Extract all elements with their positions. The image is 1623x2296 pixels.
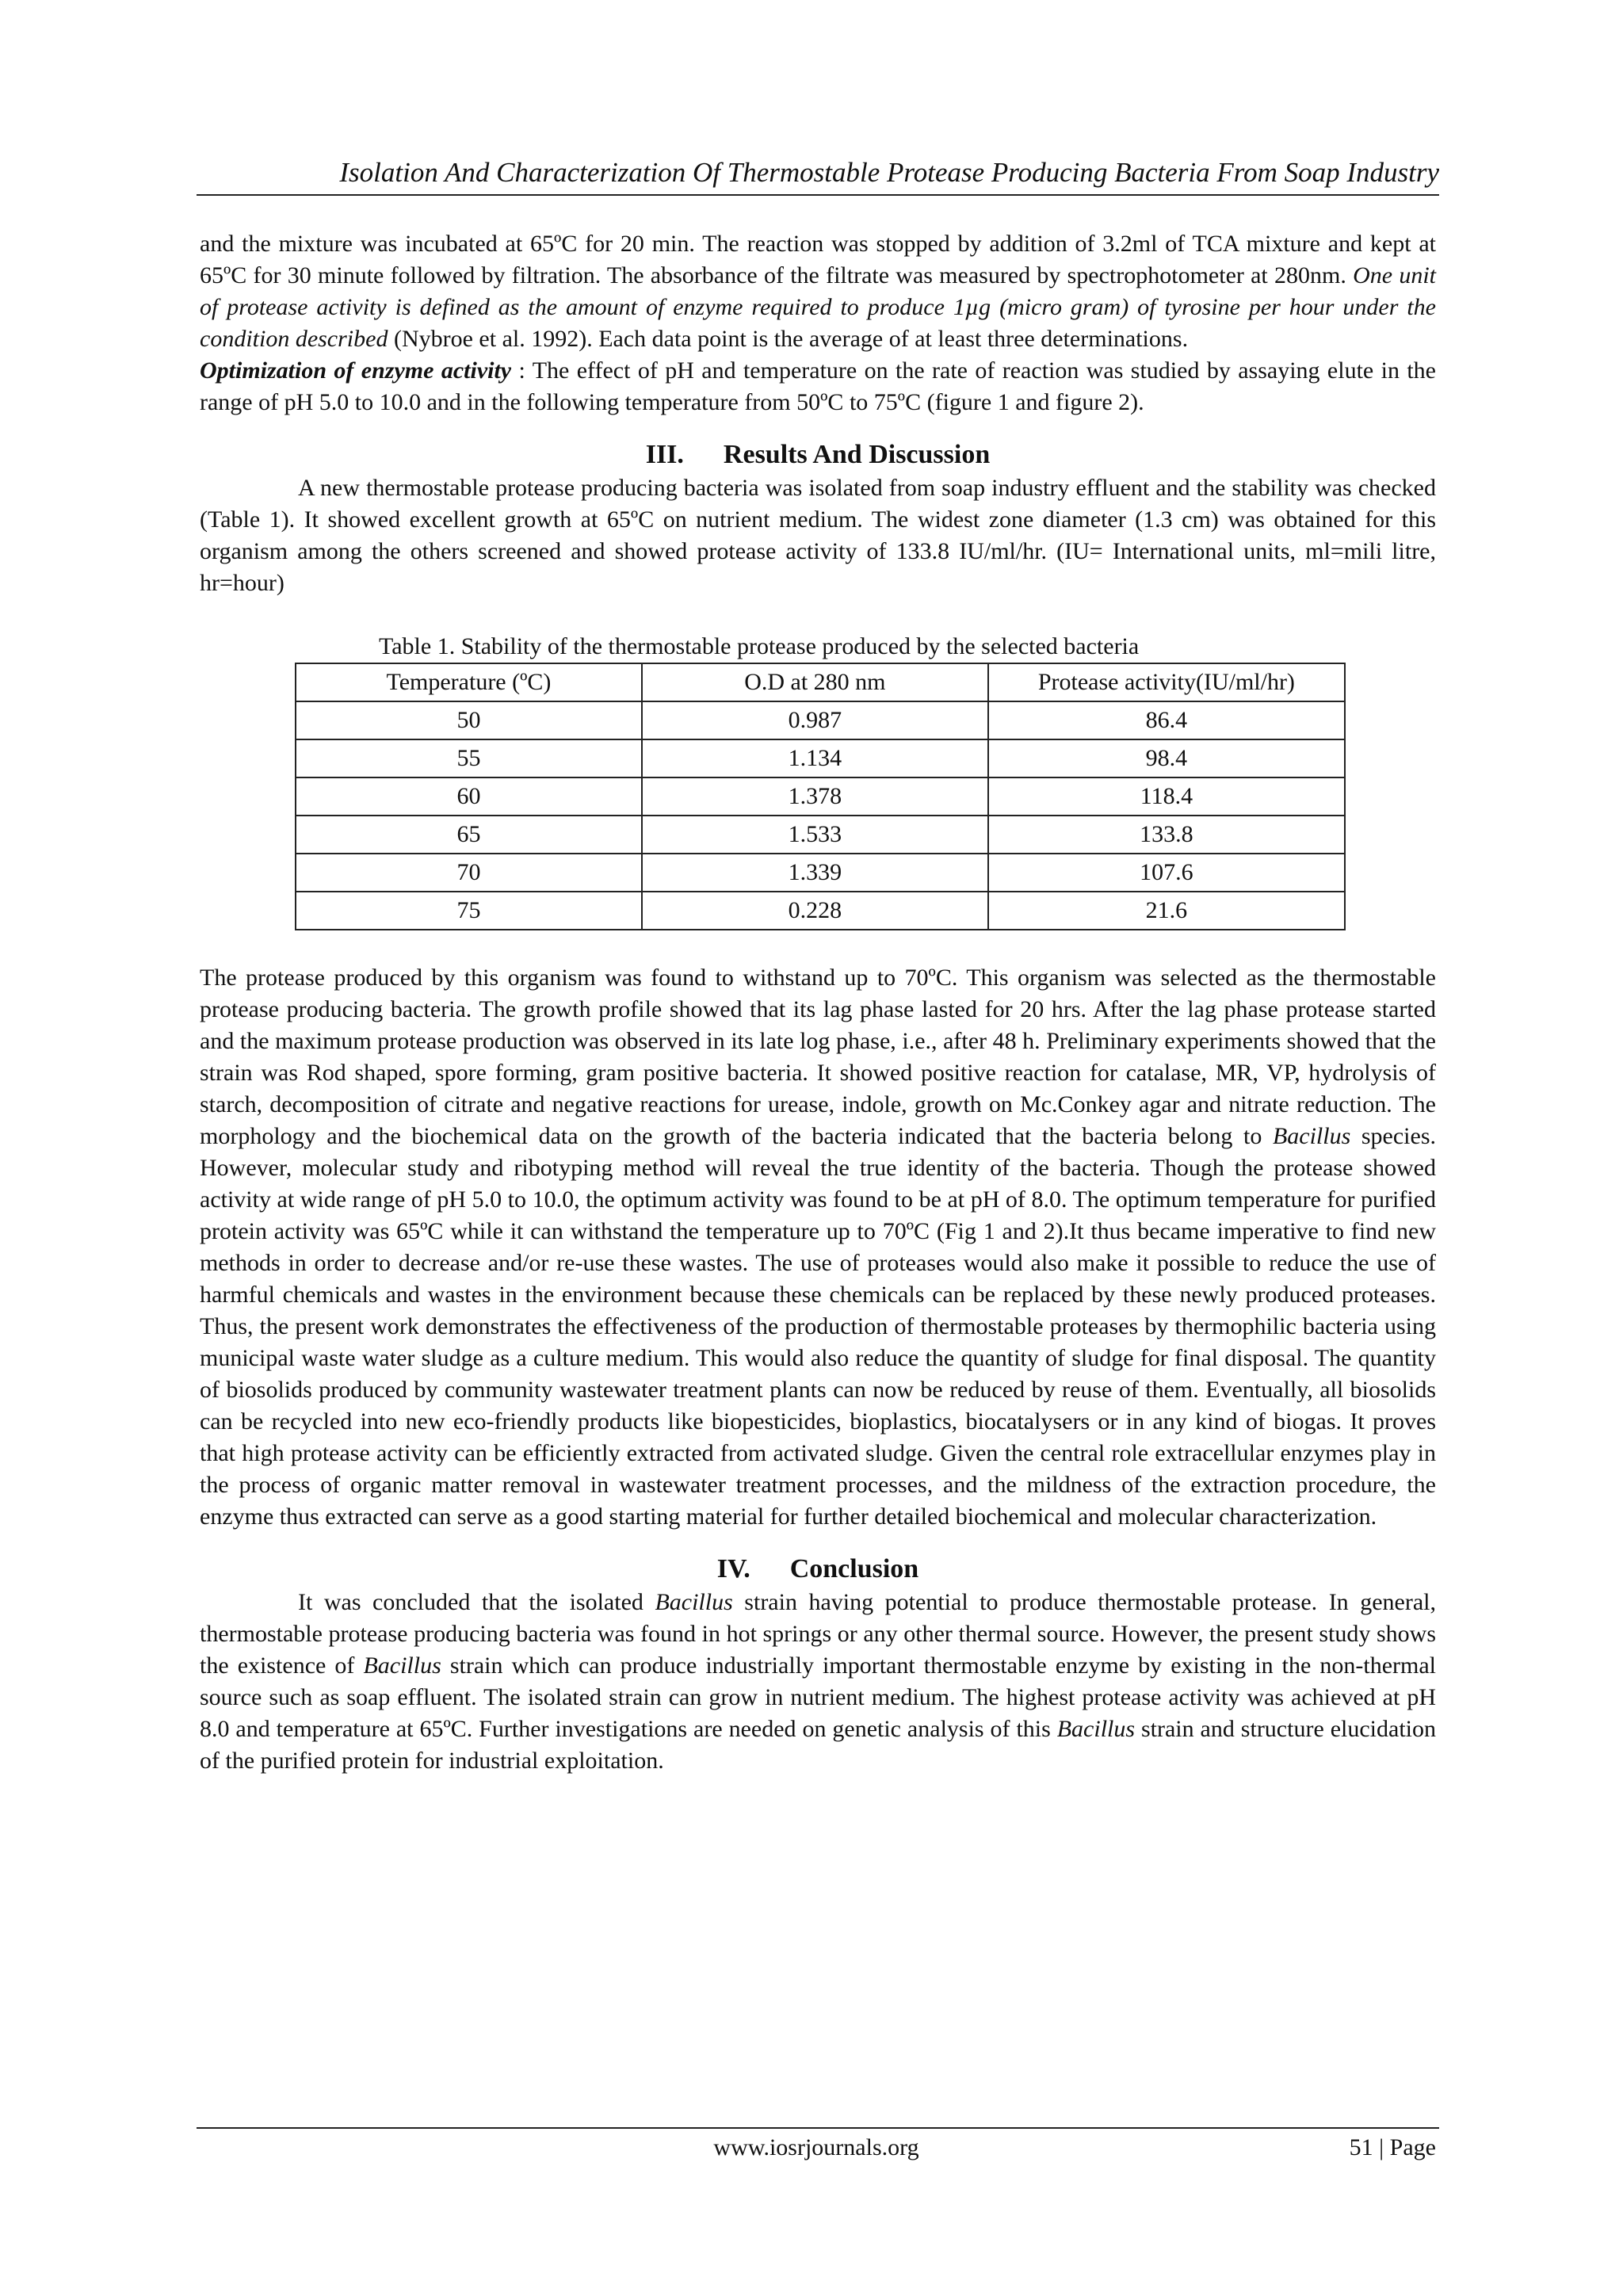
methods-paragraph (200, 228, 1436, 355)
table-cell: 75 (296, 892, 642, 930)
table-row (296, 701, 1345, 739)
table-cell: 60 (296, 777, 642, 816)
table-cell: 98.4 (988, 739, 1345, 777)
table-cell: 86.4 (988, 701, 1345, 739)
table-cell: 70 (296, 854, 642, 892)
table-row (296, 739, 1345, 777)
conclusion-paragraph (200, 1587, 1436, 1777)
table-cell: 1.134 (642, 739, 988, 777)
methods-text-end: (Nybroe et al. 1992). Each data point is the average of at least three determinations. (388, 326, 1189, 352)
results-heading (200, 437, 1436, 472)
table-header-activity: Protease activity(IU/ml/hr) (988, 663, 1345, 701)
table-cell: 118.4 (988, 777, 1345, 816)
conclusion-text: strain having potential to produce thermostable protease. In general, thermostable protease producing bacteria was found in hot springs or any other thermal source. However, the present study shows the existence of (200, 1589, 1436, 1679)
table-cell: 0.228 (642, 892, 988, 930)
table-row (296, 854, 1345, 892)
table-header-od: O.D at 280 nm (642, 663, 988, 701)
table-cell: 1.339 (642, 854, 988, 892)
genus-name: Bacillus (363, 1652, 441, 1679)
results-title: Results And Discussion (723, 440, 991, 469)
running-header: Isolation And Characterization Of Thermostable Protease Producing Bacteria From Soap Industry (339, 157, 1439, 188)
table-cell: 133.8 (988, 816, 1345, 854)
conclusion-heading (200, 1552, 1436, 1587)
table-cell: 1.378 (642, 777, 988, 816)
discussion-text-b: species. However, molecular study and ribotyping method will reveal the true identity of the bacteria. Though the protease showed activity at wide range of pH 5.0 to 10.0, the optimum activity was found to be at pH of 8.0. The optimum temperature for purified protein activity was 65ºC while it can withstand the temperature up to 70ºC (Fig 1 and 2).It thus became imperative to find new methods in order to decrease and/or re-use these wastes. The use of proteases would also make it possible to reduce the use of harmful chemicals and wastes in the environment because these chemicals can be replaced by these newly produced proteases. Thus, the present work demonstrates the effectiveness of the production of thermostable proteases by thermophilic bacteria using municipal waste water sludge as a culture medium. This would also reduce the quantity of sludge for final disposal. The quantity of biosolids produced by community wastewater treatment plants can now be reduced by reuse of them. Eventually, all biosolids can be recycled into new eco-friendly products like biopesticides, bioplastics, biocatalysers or in any kind of biogas. It proves that high protease activity can be efficiently extracted from activated sludge. Given the central role extracellular enzymes play in the process of organic matter removal in wastewater treatment processes, and the mildness of the extraction procedure, the enzyme thus extracted can serve as a good starting material for further detailed biochemical and molecular characterization. (200, 1123, 1437, 1530)
discussion-text-a: The protease produced by this organism was found to withstand up to 70ºC. This organism was selected as the thermostable protease producing bacteria. The growth profile showed that its lag phase lasted for 20 hrs. After the lag phase protease started and the maximum protease production was observed in its late log phase, i.e., after 48 h. Preliminary experiments showed that the strain was Rod shaped, spore forming, gram positive bacteria. It showed positive reaction for catalase, MR, VP, hydrolysis of starch, decomposition of citrate and negative reactions for urease, indole, growth on Mc.Conkey agar and nitrate reduction. The morphology and the biochemical data on the growth of the bacteria indicated that the bacteria belong to (200, 965, 1436, 1149)
results-intro: A new thermostable protease producing bacteria was isolated from soap industry effluent and the stability was checked (Table 1). It showed excellent growth at 65ºC on nutrient medium. The widest zone diameter (1.3 cm) was obtained for this organism among the others screened and showed protease activity of 133.8 IU/ml/hr. (IU= International units, ml=mili litre, hr=hour) (200, 475, 1436, 596)
conclusion-text: strain which can produce industrially important thermostable enzyme by existing in the non-thermal source such as soap effluent. The isolated strain can grow in nutrient medium. The highest protease activity was achieved at pH 8.0 and temperature at 65ºC. Further investigations are needed on genetic analysis of this (200, 1652, 1436, 1742)
optimization-paragraph (200, 355, 1436, 418)
table-caption: Table 1. Stability of the thermostable protease produced by the selected bacteria (379, 633, 1140, 659)
footer-rule (197, 2127, 1439, 2129)
table-header-row (296, 663, 1345, 701)
methods-text: and the mixture was incubated at 65ºC for 20 min. The reaction was stopped by addition of 3.2ml of TCA mixture and kept at 65ºC for 30 minute followed by filtration. The absorbance of the filtrate was measured by spectrophotometer at 280nm. (200, 231, 1436, 288)
results-number: III. (645, 440, 684, 469)
protease-unit-definition: One unit of protease activity is defined as the amount of enzyme required to produce 1µg (micro gram) of tyrosine per hour under the condition described (200, 262, 1437, 352)
table-cell: 21.6 (988, 892, 1345, 930)
stability-table (295, 663, 1346, 930)
page-body (200, 228, 1436, 1777)
table-row (296, 777, 1345, 816)
table-cell: 65 (296, 816, 642, 854)
table-cell: 0.987 (642, 701, 988, 739)
table-cell: 107.6 (988, 854, 1345, 892)
conclusion-number: IV. (716, 1554, 750, 1584)
conclusion-title: Conclusion (789, 1554, 919, 1584)
table-row (296, 892, 1345, 930)
discussion-paragraph (200, 962, 1436, 1533)
page-number: 51 | Page (1349, 2134, 1436, 2160)
table-cell: 50 (296, 701, 642, 739)
table-cell: 55 (296, 739, 642, 777)
conclusion-text: It was concluded that the isolated (298, 1589, 655, 1615)
table-header-temperature: Temperature (ºC) (296, 663, 642, 701)
genus-name: Bacillus (1056, 1716, 1136, 1742)
journal-url: www.iosrjournals.org (713, 2134, 919, 2160)
genus-name: Bacillus (1272, 1123, 1351, 1149)
header-rule (197, 194, 1439, 196)
optimization-text: : The effect of pH and temperature on the rate of reaction was studied by assaying elute in the range of pH 5.0 to 10.0 and in the following temperature from 50ºC to 75ºC (figure 1 and figure 2). (200, 357, 1436, 415)
optimization-lead: Optimization of enzyme activity (200, 357, 512, 384)
genus-name: Bacillus (655, 1589, 733, 1615)
table-cell: 1.533 (642, 816, 988, 854)
table-row (296, 816, 1345, 854)
conclusion-text: strain and structure elucidation of the purified protein for industrial exploitation. (200, 1716, 1436, 1774)
